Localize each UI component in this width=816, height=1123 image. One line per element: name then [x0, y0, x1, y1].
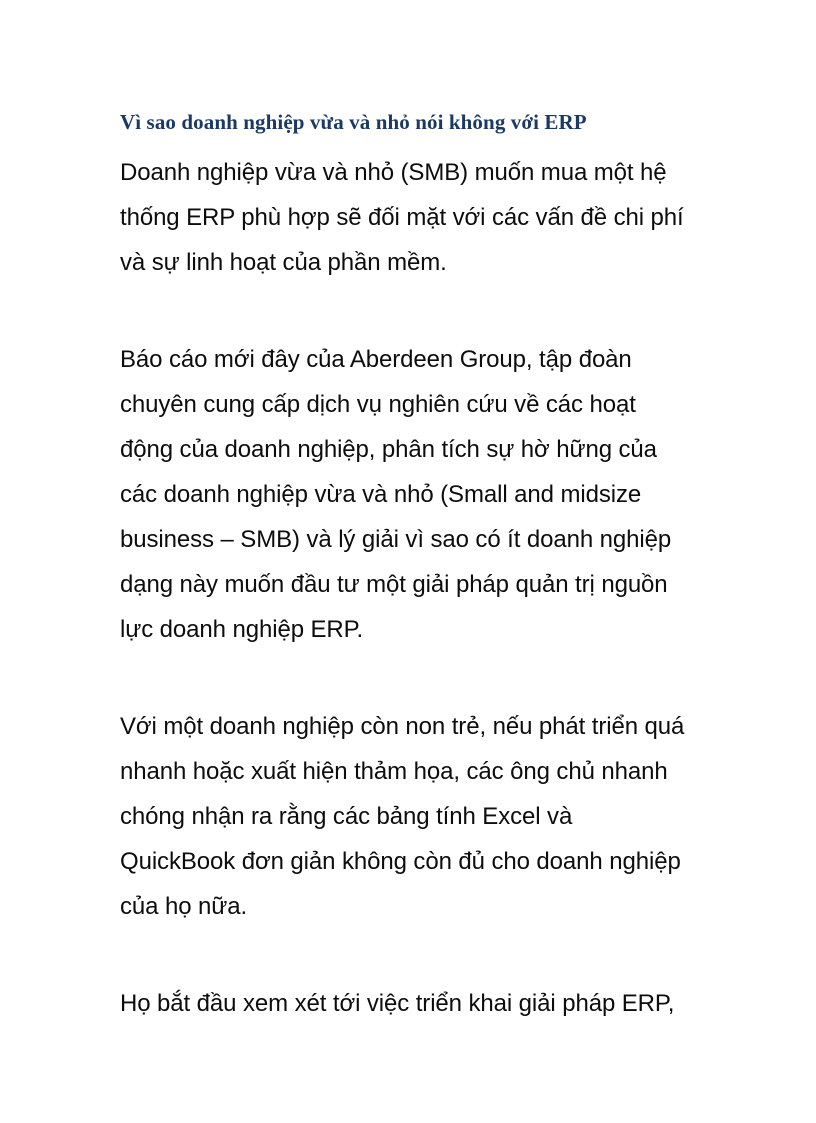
- paragraph-line: QuickBook đơn giản không còn đủ cho doanh nghiệp: [120, 848, 681, 875]
- document-content: [120, 108, 690, 1026]
- paragraph-2: [120, 337, 690, 652]
- paragraph-line: động của doanh nghiệp, phân tích sự hờ hững của: [120, 436, 657, 463]
- paragraph-line: nhanh hoặc xuất hiện thảm họa, các ông chủ nhanh: [120, 758, 668, 785]
- paragraph-3: [120, 704, 690, 929]
- paragraph-line: Doanh nghiệp vừa và nhỏ (SMB) muốn mua một hệ: [120, 159, 667, 186]
- paragraph-line: các doanh nghiệp vừa và nhỏ (Small and midsize: [120, 481, 642, 508]
- paragraph-line: và sự linh hoạt của phần mềm.: [120, 249, 447, 276]
- paragraph-line: Với một doanh nghiệp còn non trẻ, nếu phát triển quá: [120, 713, 685, 740]
- paragraph-line: Họ bắt đầu xem xét tới việc triển khai giải pháp ERP,: [120, 990, 675, 1017]
- paragraph-line: dạng này muốn đầu tư một giải pháp quản trị nguồn: [120, 571, 668, 598]
- paragraph-line: lực doanh nghiệp ERP.: [120, 616, 364, 643]
- paragraph-line: Báo cáo mới đây của Aberdeen Group, tập đoàn: [120, 346, 632, 373]
- paragraph-line: chóng nhận ra rằng các bảng tính Excel và: [120, 803, 573, 830]
- paragraph-line: của họ nữa.: [120, 893, 248, 920]
- paragraph-4: [120, 981, 690, 1026]
- paragraph-line: chuyên cung cấp dịch vụ nghiên cứu về các hoạt: [120, 391, 636, 418]
- page-title: Vì sao doanh nghiệp vừa và nhỏ nói không với ERP: [120, 110, 587, 134]
- paragraph-1: [120, 150, 690, 285]
- paragraph-line: business – SMB) và lý giải vì sao có ít doanh nghiệp: [120, 526, 672, 553]
- paragraph-line: thống ERP phù hợp sẽ đối mặt với các vấn đề chi phí: [120, 204, 684, 231]
